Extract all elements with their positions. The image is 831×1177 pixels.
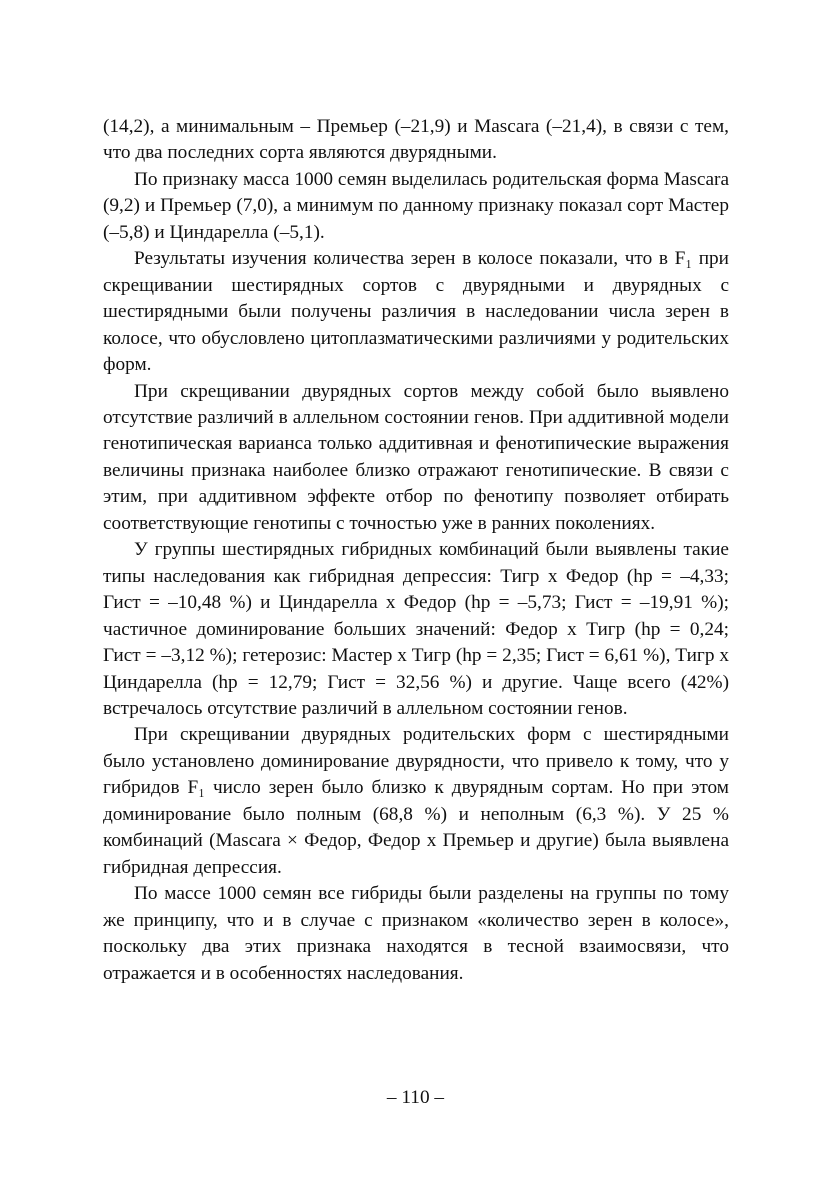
page-number: – 110 – bbox=[386, 1087, 445, 1108]
paragraph-3: Результаты изучения количества зерен в колосе показали, что в F₁ при скрещивании шестирядных сортов с двурядными и двурядных с шестирядными были получены различия в наследовании числа зерен в колосе, что обусловлено цитоплазматическими различиями у родительских форм. bbox=[103, 248, 729, 376]
paragraph-7: По массе 1000 семян все гибриды были разделены на группы по тому же принципу, что и в случае с признаком «количество зерен в колосе», поскольку два этих признака находятся в тесной взаимосвязи, что отражается и в особенностях наследования. bbox=[103, 883, 729, 984]
paragraph-5: У группы шестирядных гибридных комбинаций были выявлены такие типы наследования как гибридная депрессия: Тигр х Федор (hp = –4,33; Гист = –10,48 %) и Циндарелла х Федор (hp = –5,73; Гист = –19,91 %); частичное доминирование больших значений: Федор х Тигр (hp = 0,24; Гист = –3,12 %); гетерозис: Мастер х Тигр (hp = 2,35; Гист = 6,61 %), Тигр х Циндарелла (hp = 12,79; Гист = 32,56 %) и другие. Чаще всего (42%) встречалось отсутствие различий в аллельном состоянии генов. bbox=[103, 539, 729, 719]
page-body bbox=[103, 114, 729, 987]
paragraph-6: При скрещивании двурядных родительских форм с шестирядными было установлено доминирование двурядности, что привело к тому, что у гибридов F₁ число зерен было близко к двурядным сортам. Но при этом доминирование было полным (68,8 %) и неполным (6,3 %). У 25 % комбинаций (Mascara × Федор, Федор х Премьер и другие) была выявлена гибридная депрессия. bbox=[103, 724, 729, 878]
paragraph-2: По признаку масса 1000 семян выделилась родительская форма Mascara (9,2) и Премьер (7,0), а минимум по данному признаку показал сорт Мастер (–5,8) и Циндарелла (–5,1). bbox=[103, 168, 729, 243]
paragraph-1: (14,2), а минимальным – Премьер (–21,9) и Mascara (–21,4), в связи с тем, что два последних сорта являются двурядными. bbox=[103, 116, 729, 164]
paragraph-4: При скрещивании двурядных сортов между собой было выявлено отсутствие различий в аллельном состоянии генов. При аддитивной модели генотипическая варианса только аддитивная и фенотипические выражения величины признака наиболее близко отражают генотипические. В связи с этим, при аддитивном эффекте отбор по фенотипу позволяет отбирать соответствующие генотипы с точностью уже в ранних поколениях. bbox=[103, 380, 729, 534]
